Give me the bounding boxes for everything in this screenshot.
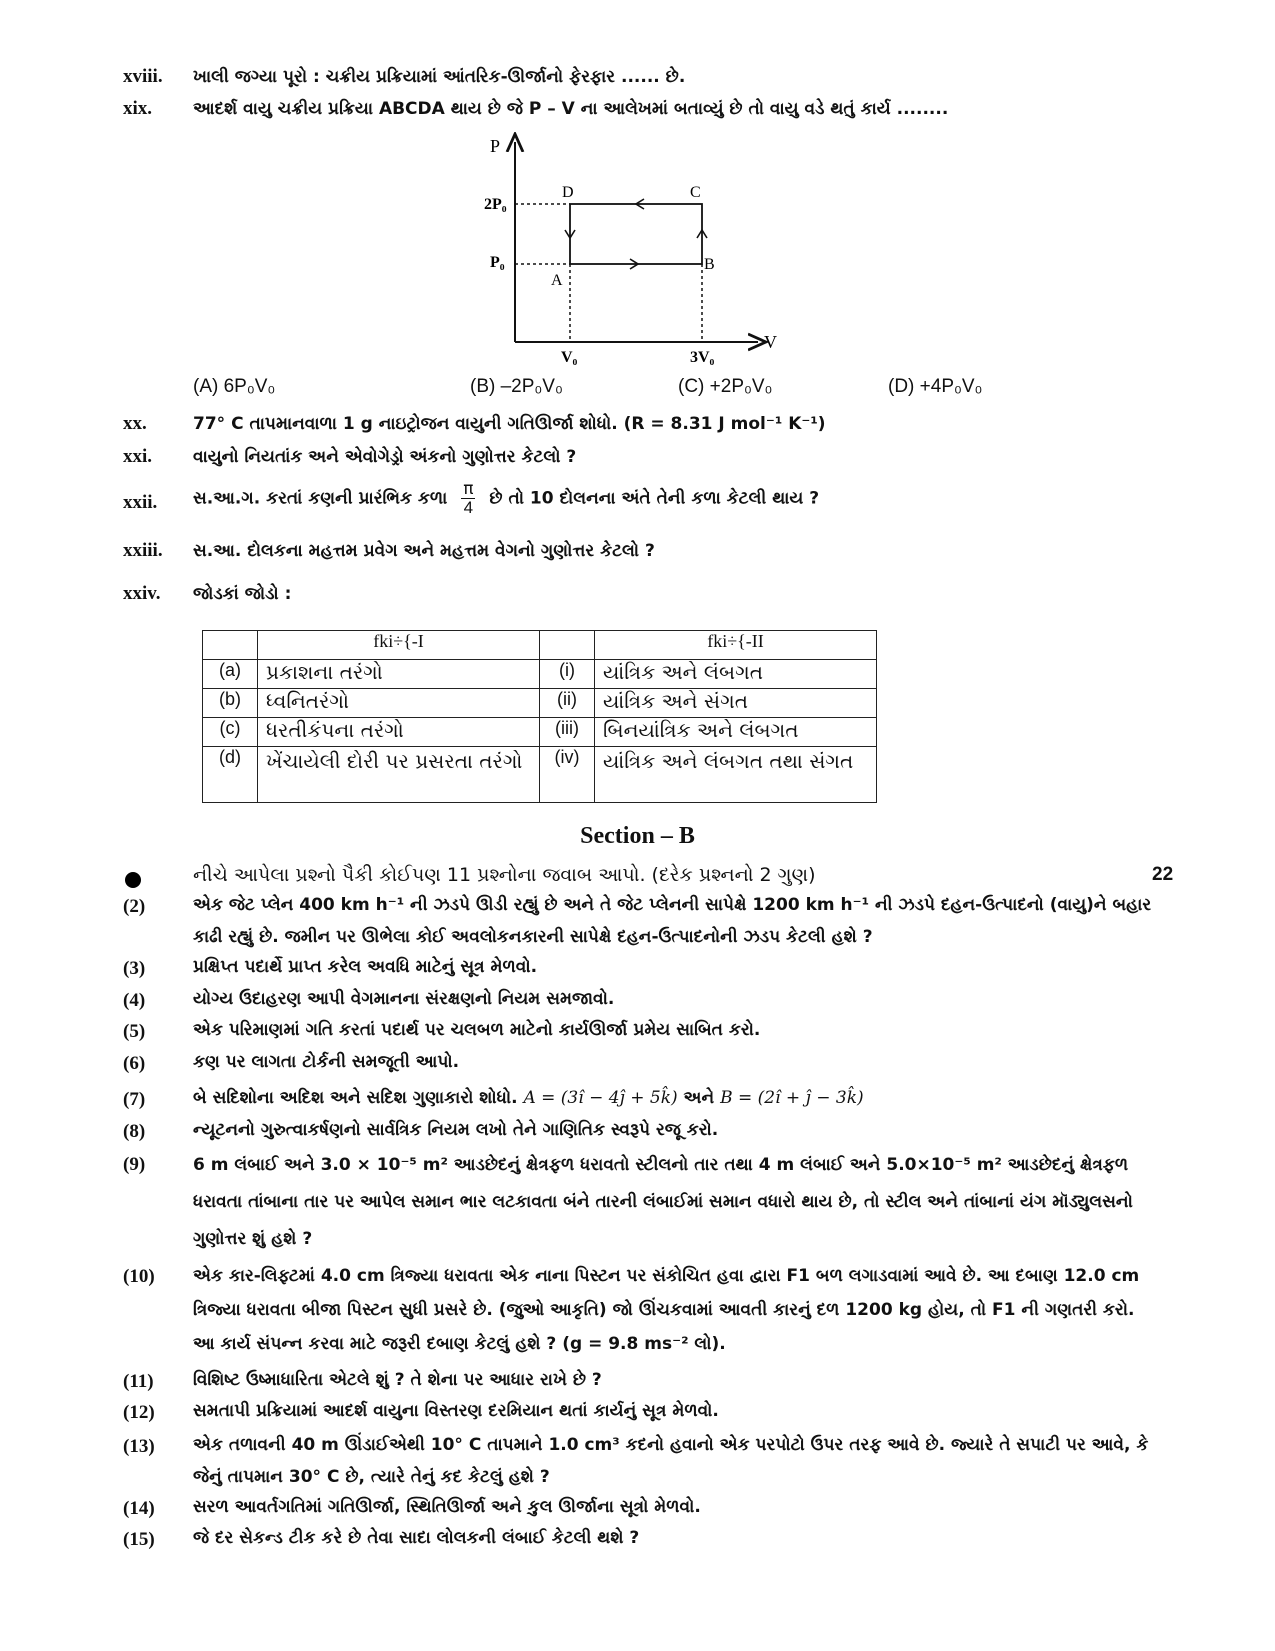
option-b: (B) –2P₀V₀: [470, 376, 563, 397]
vector-b: B = (2î + ĵ − 3k̂): [720, 1088, 864, 1108]
question-text: એક જેટ પ્લેન 400 km h⁻¹ ની ઝડપે ઊડી રહ્યું છે અને તે જેટ પ્લેનની સાપેક્ષે 1200 km h⁻¹ ની ઝડપે દહન-ઉત્પાદનો (વાયુ)ને બહાર કાઢી રહ્યું છે. જમીન પર ઊભેલા કોઈ અવલોકનકારની સાપેક્ષે દહન-ઉત્પાદનોની ઝડપ કેટલી હશે ?: [193, 895, 1152, 947]
row-label-left: (d): [203, 747, 258, 803]
row-label-right: (iii): [540, 718, 595, 747]
fraction-numerator: π: [463, 479, 474, 499]
tick-p0: P₀: [490, 254, 505, 271]
table-row: [203, 689, 877, 718]
question-text: સમતાપી પ્રક્રિયામાં આદર્શ વાયુના વિસ્તરણ દરમિયાન થતાં કાર્યનું સૂત્ર મેળવો.: [193, 1401, 719, 1421]
point-c: C: [690, 184, 701, 201]
question-text: 6 m લંબાઈ અને 3.0 × 10⁻⁵ m² આડછેદનું ક્ષેત્રફળ ધરાવતો સ્ટીલનો તાર તથા 4 m લંબાઈ અને 5.0×10⁻⁵ m² આડછેદનું ક્ષેત્રફળ ધરાવતા તાંબાના તાર પર આપેલ સમાન ભાર લટકાવતા બંને તારની લંબાઈમાં સમાન વધારો થાય છે, તો સ્ટીલ અને તાંબાનાં યંગ મૉડ્યુલસનો ગુણોત્તર શું હશે ?: [193, 1155, 1133, 1249]
row-text-right: બિનયાંત્રિક અને લંબગત: [595, 718, 877, 747]
question-text-after: છે તો 10 દોલનના અંતે તેની કળા કેટલી થાય ?: [489, 488, 820, 509]
question-text: વાયુનો નિયતાંક અને એવોગેડ્રો અંકનો ગુણોત્તર કેટલો ?: [193, 447, 577, 467]
row-text-right: યાંત્રિક અને લંબગત: [595, 660, 877, 689]
question-number: xx.: [123, 413, 147, 434]
axis-p-label: P: [490, 136, 501, 156]
question-number: (12): [123, 1402, 155, 1423]
question-number: (14): [123, 1498, 155, 1519]
row-text-left: ખેંચાયેલી દોરી પર પ્રસરતા તરંગો: [258, 747, 540, 803]
option-d: (D) +4P₀V₀: [888, 376, 983, 397]
question-number: xxi.: [123, 446, 153, 467]
bullet-icon: [125, 872, 141, 888]
question-number: (4): [123, 990, 146, 1011]
question-text: ખાલી જગ્યા પૂરો : ચક્રીય પ્રક્રિયામાં આંતરિક-ઊર્જાનો ફેરફાર ...... છે.: [193, 67, 686, 87]
matching-table: [202, 630, 877, 803]
question-number: (10): [123, 1266, 155, 1287]
cycle-abcd: [570, 204, 702, 264]
question-text: સ.આ. દોલકના મહત્તમ પ્રવેગ અને મહત્તમ વેગનો ગુણોત્તર કેટલો ?: [193, 541, 655, 561]
question-number: (15): [123, 1529, 155, 1550]
question-number: xix.: [123, 98, 153, 119]
row-text-right: યાંત્રિક અને સંગત: [595, 689, 877, 718]
axis-v-label: V: [764, 332, 777, 352]
question-text-mid: અને: [683, 1088, 715, 1108]
question-number: (3): [123, 958, 146, 979]
point-b: B: [704, 256, 715, 273]
table-row: [203, 718, 877, 747]
pv-diagram: [0, 130, 1275, 370]
question-text: 77° C તાપમાનવાળા 1 g નાઇટ્રોજન વાયુની ગતિઊર્જા શોધો. (R = 8.31 J mol⁻¹ K⁻¹): [193, 414, 826, 434]
question-text: [193, 480, 1155, 517]
question-text: પ્રક્ષિપ્ત પદાર્થે પ્રાપ્ત કરેલ અવધિ માટેનું સૂત્ર મેળવો.: [193, 957, 538, 977]
fraction-denominator: 4: [463, 498, 474, 517]
row-text-left: ધરતીકંપના તરંગો: [258, 718, 540, 747]
question-number: (13): [123, 1436, 155, 1457]
table-row: [203, 660, 877, 689]
question-text: એક તળાવની 40 m ઊંડાઈએથી 10° C તાપમાને 1.0 cm³ કદનો હવાનો એક પરપોટો ઉપર તરફ આવે છે. જ્યારે તે સપાટી પર આવે, કે જેનું તાપમાન 30° C છે, ત્યારે તેનું કદ કેટલું હશે ?: [193, 1435, 1149, 1487]
row-text-left: ધ્વનિતરંગો: [258, 689, 540, 718]
question-text: [193, 1082, 1155, 1114]
question-number: (9): [123, 1154, 146, 1175]
question-number: (5): [123, 1021, 146, 1042]
question-number: (7): [123, 1089, 146, 1110]
row-label-right: (ii): [540, 689, 595, 718]
question-text: યોગ્ય ઉદાહરણ આપી વેગમાનના સંરક્ષણનો નિયમ સમજાવો.: [193, 989, 615, 1009]
table-header-row: [203, 631, 877, 660]
table-cell: [203, 631, 258, 660]
row-label-left: (c): [203, 718, 258, 747]
question-text: સરળ આવર્તગતિમાં ગતિઊર્જા, સ્થિતિઊર્જા અને કુલ ઊર્જાના સૂત્રો મેળવો.: [193, 1497, 701, 1517]
row-label-right: (iv): [540, 747, 595, 803]
tick-v0: V₀: [561, 349, 578, 366]
question-number: (2): [123, 896, 146, 917]
vector-a: A = (3î − 4ĵ + 5k̂): [523, 1088, 678, 1108]
row-label-left: (b): [203, 689, 258, 718]
table-row: [203, 747, 877, 803]
tick-2p0: 2P₀: [484, 196, 507, 213]
question-text-main: બે સદિશોના અદિશ અને સદિશ ગુણાકારો શોધો.: [193, 1088, 518, 1108]
question-text: વિશિષ્ટ ઉષ્માધારિતા એટલે શું ? તે શેના પર આધાર રાખે છે ?: [193, 1370, 602, 1390]
fraction: [461, 480, 475, 517]
tick-3v0: 3V₀: [690, 349, 715, 366]
section-b-instruction: નીચે આપેલા પ્રશ્નો પૈકી કોઈપણ 11 પ્રશ્નોના જવાબ આપો. (દરેક પ્રશ્નનો 2 ગુણ): [193, 864, 816, 886]
question-number: (6): [123, 1053, 146, 1074]
question-number: xviii.: [123, 66, 163, 87]
question-text: આદર્શ વાયુ ચક્રીય પ્રક્રિયા ABCDA થાય છે જે P – V ના આલેખમાં બતાવ્યું છે તો વાયુ વડે થતું કાર્ય ........: [193, 99, 949, 119]
row-label-right: (i): [540, 660, 595, 689]
question-text: ન્યૂટનનો ગુરુત્વાકર્ષણનો સાર્વત્રિક નિયમ લખો તેને ગાણિતિક સ્વરૂપે રજૂ કરો.: [193, 1120, 719, 1140]
question-text: એક કાર-લિફ્ટમાં 4.0 cm ત્રિજ્યા ધરાવતા એક નાના પિસ્ટન પર સંકોચિત હવા દ્વારા F1 બળ લગાડવામાં આવે છે. આ દબાણ 12.0 cm ત્રિજ્યા ધરાવતા બીજા પિસ્ટન સુધી પ્રસરે છે. (જુઓ આકૃતિ) જો ઊંચકવામાં આવતી કારનું દળ 1200 kg હોય, તો F1 ની ગણતરી કરો. આ કાર્ય સંપન્ન કરવા માટે જરૂરી દબાણ કેટલું હશે ? (g = 9.8 ms⁻² લો).: [193, 1266, 1140, 1354]
row-text-left: પ્રકાશના તરંગો: [258, 660, 540, 689]
row-text-right: યાંત્રિક અને લંબગત તથા સંગત: [595, 747, 877, 803]
row-label-left: (a): [203, 660, 258, 689]
point-d: D: [562, 184, 574, 201]
question-text: એક પરિમાણમાં ગતિ કરતાં પદાર્થ પર ચલબળ માટેનો કાર્યઊર્જા પ્રમેય સાબિત કરો.: [193, 1020, 761, 1040]
point-a: A: [551, 272, 563, 289]
question-text: જે દર સેકન્ડ ટીક કરે છે તેવા સાદા લોલકની લંબાઈ કેટલી થશે ?: [193, 1528, 640, 1548]
question-text-before: સ.આ.ગ. કરતાં કણની પ્રારંભિક કળા: [193, 488, 448, 509]
question-number: (8): [123, 1121, 146, 1142]
question-number: xxiv.: [123, 583, 161, 604]
column-header-right: fki÷{-II: [595, 631, 877, 660]
option-a: (A) 6P₀V₀: [193, 376, 276, 397]
column-header-left: fki÷{-I: [258, 631, 540, 660]
question-number: (11): [123, 1371, 154, 1392]
section-b-marks: 22: [1152, 864, 1174, 885]
question-text: કણ પર લાગતા ટોર્કની સમજૂતી આપો.: [193, 1052, 460, 1072]
question-number: xxii.: [123, 492, 158, 513]
option-c: (C) +2P₀V₀: [678, 376, 773, 397]
question-text: જોડકાં જોડો :: [193, 584, 292, 604]
question-number: xxiii.: [123, 540, 163, 561]
table-cell: [540, 631, 595, 660]
section-b-title: Section – B: [580, 823, 695, 849]
